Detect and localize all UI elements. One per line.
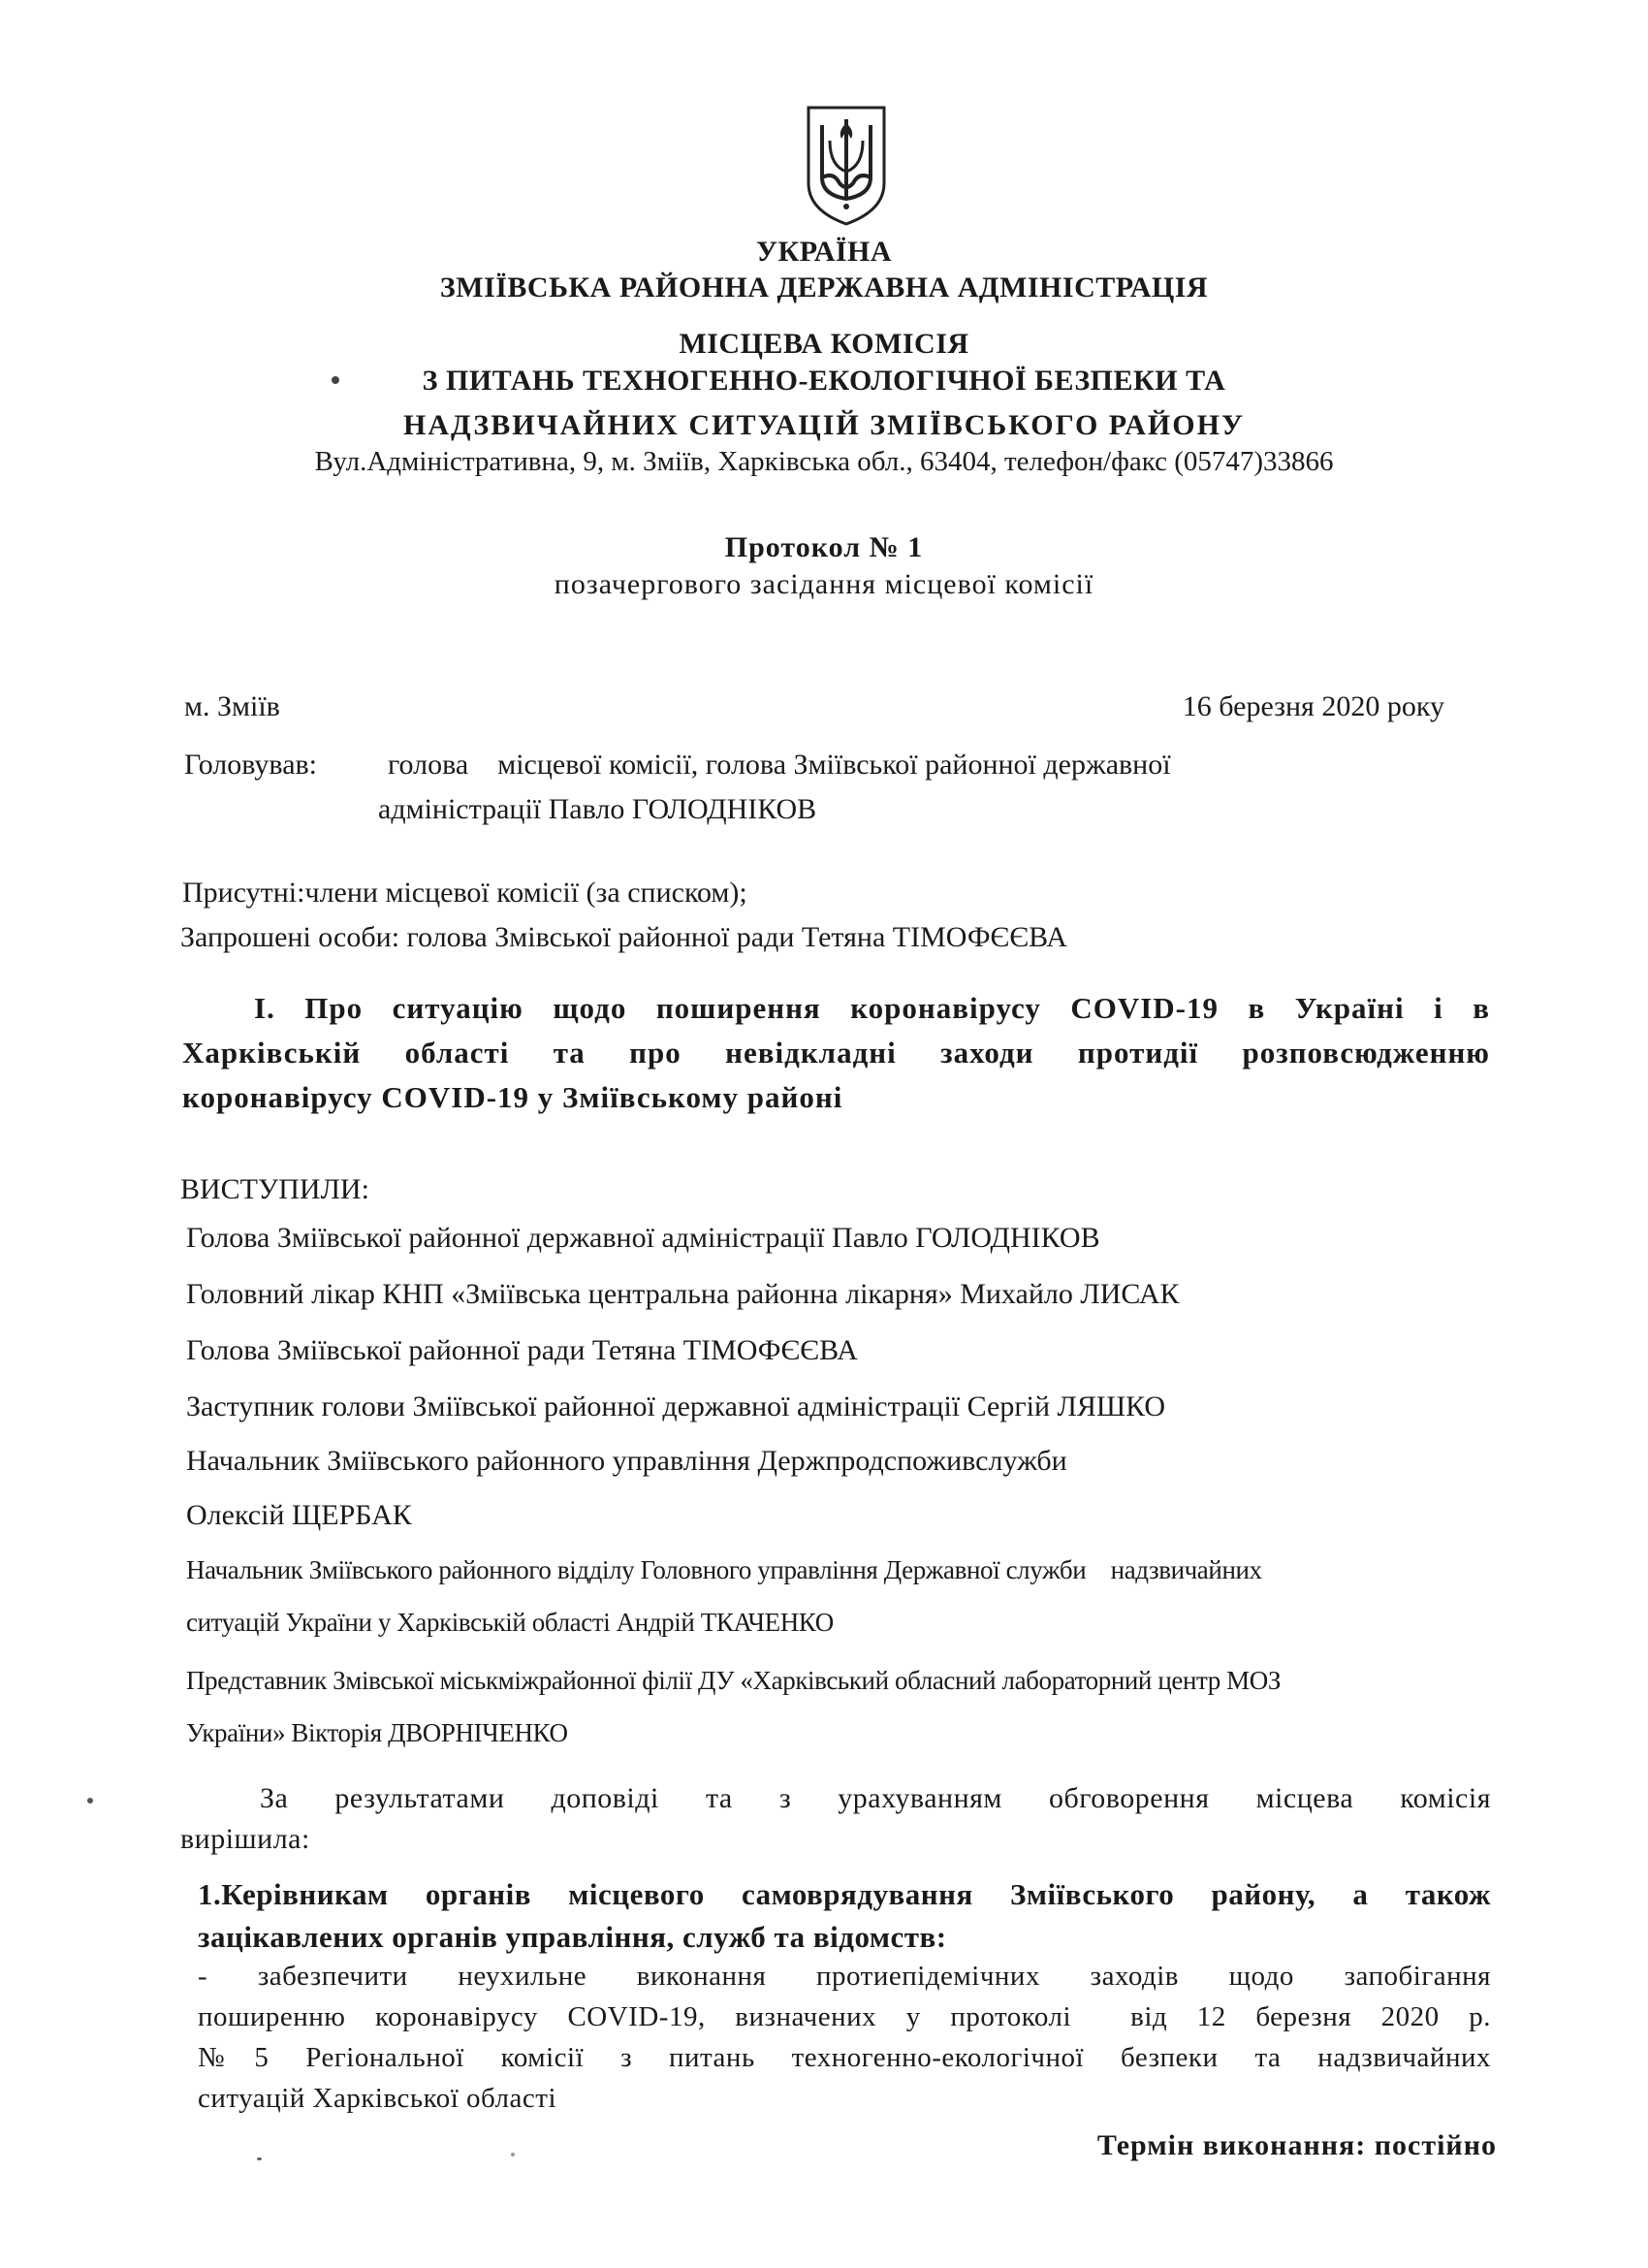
protocol-date: 16 березня 2020 року [1182,690,1444,722]
decision-item1-text-line4: ситуацій Харківської області [198,2083,557,2114]
protocol-place: м. Зміїв [184,690,280,722]
agenda-line3: коронавірусу COVID-19 у Зміївському районі [182,1080,843,1114]
agenda-line2: Харківській області та про невідкладні заходи протидії розповсюдженню [182,1036,1490,1070]
scan-speck [511,2153,515,2156]
header-commission-line2: З ПИТАНЬ ТЕХНОГЕННО-ЕКОЛОГІЧНОЇ БЕЗПЕКИ ТА [422,365,1226,397]
scan-speck [87,1798,93,1804]
chaired-line2: адміністрації Павло ГОЛОДНІКОВ [378,793,817,825]
speaker-item: ситуацій України у Харківській області Андрій ТКАЧЕНКО [186,1608,834,1637]
decision-item1-text-line3: №5 Регіональної комісії з питань техногенно-екологічної безпеки та надзвичайних [198,2042,1491,2073]
protocol-subtitle: позачергового засідання місцевої комісії [554,568,1094,600]
header-administration: ЗМІЇВСЬКА РАЙОННА ДЕРЖАВНА АДМІНІСТРАЦІЯ [439,272,1209,303]
protocol-title: Протокол № 1 [724,531,924,563]
header-address: Вул.Адміністративна, 9, м. Зміїв, Харківська обл., 63404, телефон/факс (05747)33866 [314,446,1334,477]
chaired-label: Головував: [184,749,318,781]
invited-persons: Запрошені особи: голова Змівської районної ради Тетяна ТІМОФЄЄВА [180,921,1067,953]
speaker-item: Заступник голови Зміївської районної державної адміністрації Сергій ЛЯШКО [186,1390,1166,1422]
speaker-item: України» Вікторія ДВОРНІЧЕНКО [186,1718,568,1747]
speaker-item: Голова Зміївської районної ради Тетяна ТІМОФЄЄВА [186,1334,858,1366]
speaker-item: Голова Зміївської районної державної адміністрації Павло ГОЛОДНІКОВ [186,1222,1100,1254]
chaired-line1: голова місцевої комісії, голова Зміївської районної державної [388,749,1171,781]
header-commission-line1: МІСЦЕВА КОМІСІЯ [679,328,969,360]
decision-item1-text-line2: поширенню коронавірусу COVID-19, визначених у протоколі від 12 березня 2020 р. [198,2001,1491,2032]
present-members: Присутні:члени місцевої комісії (за списком); [182,877,747,909]
agenda-line1: І. Про ситуацію щодо поширення коронавірусу COVID-19 в Україні і в [254,991,1490,1025]
speaker-item: Олексій ЩЕРБАК [186,1499,412,1531]
header-commission-line3: НАДЗВИЧАЙНИХ СИТУАЦІЙ ЗМІЇВСЬКОГО РАЙОНУ [403,409,1245,441]
decision-item1-line1: 1.Керівникам органів місцевого самоврядування Зміївського району, а також [198,1877,1491,1911]
trident-coat-of-arms-icon [803,102,890,228]
decision-item1-text-line1: - забезпечити неухильне виконання протиепідемічних заходів щодо запобігання [198,1961,1491,1992]
speakers-heading: ВИСТУПИЛИ: [180,1173,369,1205]
speaker-item: Головний лікар КНП «Зміївська центральна районна лікарня» Михайло ЛИСАК [186,1278,1180,1310]
speaker-item: Начальник Зміївського районного управління Держпродспоживслужби [186,1445,1067,1477]
coat-of-arms [803,102,890,228]
scan-speck [257,2157,262,2160]
header-country: УКРАЇНА [755,236,893,268]
speaker-item: Представник Змівської міськміжрайонної філії ДУ «Харківський обласний лабораторний центр МОЗ [186,1666,1282,1695]
speaker-item: Начальник Зміївського районного відділу Головного управління Державної служби надзвичайних [186,1555,1262,1584]
decision-intro-line2: вирішила: [180,1823,310,1855]
decision-item1-line2: зацікавлених органів управління, служб та відомств: [198,1920,947,1954]
deadline: Термін виконання: постійно [1096,2129,1497,2161]
decision-intro-line1: За результатами доповіді та з урахуванням обговорення місцева комісія [260,1782,1491,1814]
